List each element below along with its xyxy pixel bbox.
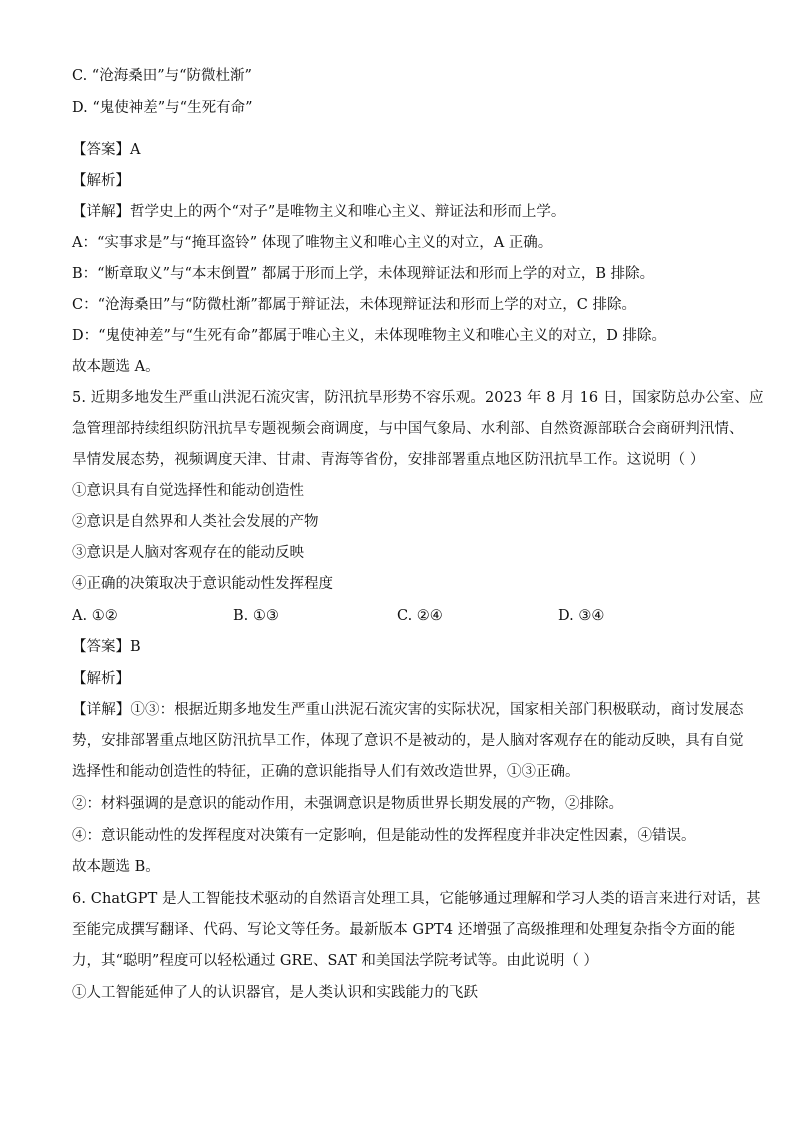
detail-line: ②：材料强调的是意识的能动作用，未强调意识是物质世界长期发展的产物，②排除。 [72, 796, 623, 812]
question-6-text: 6. ChatGPT 是人工智能技术驱动的自然语言处理工具，它能够通过理解和学习人类的语言来进行对话，甚 [72, 891, 761, 907]
detail-line: 【详解】①③：根据近期多地发生严重山洪泥石流灾害的实际状况，国家相关部门积极联动，商讨发展态 [72, 702, 744, 718]
question-6-text: 至能完成撰写翻译、代码、写论文等任务。最新版本 GPT4 还增强了高级推理和处理复杂指令方面的能 [72, 922, 736, 938]
detail-line: D：“鬼使神差”与“生死有命”都属于唯心主义，未体现唯物主义和唯心主义的对立，D 排除。 [72, 328, 667, 344]
statement-item: ①人工智能延伸了人的认识器官，是人类认识和实践能力的飞跃 [72, 985, 478, 1001]
detail-line: ④：意识能动性的发挥程度对决策有一定影响，但是能动性的发挥程度并非决定性因素，④错误。 [72, 828, 696, 844]
detail-line: C：“沧海桑田”与“防微杜渐”都属于辩证法，未体现辩证法和形而上学的对立，C 排除。 [72, 297, 636, 313]
choice-d: D. ③④ [558, 608, 605, 624]
detail-line: B：“断章取义”与“本末倒置” 都属于形而上学，未体现辩证法和形而上学的对立，B 排除。 [72, 266, 655, 282]
question-6-text: 力，其“聪明”程度可以轻松通过 GRE、SAT 和美国法学院考试等。由此说明（ ） [72, 953, 599, 969]
choice-c: C. ②④ [397, 608, 443, 624]
statement-item: ③意识是人脑对客观存在的能动反映 [72, 545, 304, 561]
detail-line: 【详解】哲学史上的两个“对子”是唯物主义和唯心主义、辩证法和形而上学。 [72, 204, 566, 220]
detail-line: A：“实事求是”与“掩耳盗铃” 体现了唯物主义和唯心主义的对立，A 正确。 [72, 235, 553, 251]
detail-line: 势，安排部署重点地区防汛抗旱工作，体现了意识不是被动的，是人脑对客观存在的能动反映，具有自觉 [72, 733, 744, 749]
choice-b: B. ①③ [233, 608, 279, 624]
answer-label: 【答案】B [72, 639, 141, 655]
analysis-label: 【解析】 [72, 671, 130, 687]
option-c-line: C. “沧海桑田”与“防微杜渐” [72, 68, 252, 84]
conclusion-line: 故本题选 A。 [72, 359, 160, 375]
statement-item: ①意识具有自觉选择性和能动创造性 [72, 483, 304, 499]
conclusion-line: 故本题选 B。 [72, 859, 160, 875]
statement-item: ④正确的决策取决于意识能动性发挥程度 [72, 576, 333, 592]
choice-a: A. ①② [72, 608, 118, 624]
option-d-line: D. “鬼使神差”与“生死有命” [72, 100, 253, 116]
question-5-text: 5. 近期多地发生严重山洪泥石流灾害，防汛抗旱形势不容乐观。2023 年 8 月 16 日，国家防总办公室、应 [72, 390, 764, 406]
statement-item: ②意识是自然界和人类社会发展的产物 [72, 514, 319, 530]
question-5-text: 急管理部持续组织防汛抗旱专题视频会商调度，与中国气象局、水利部、自然资源部联合会商研判汛情、 [72, 421, 744, 437]
answer-label: 【答案】A [72, 142, 141, 158]
analysis-label: 【解析】 [72, 173, 130, 189]
question-5-text: 旱情发展态势，视频调度天津、甘肃、青海等省份，安排部署重点地区防汛抗旱工作。这说明（ ） [72, 452, 705, 468]
detail-line: 选择性和能动创造性的特征，正确的意识能指导人们有效改造世界，①③正确。 [72, 764, 580, 780]
